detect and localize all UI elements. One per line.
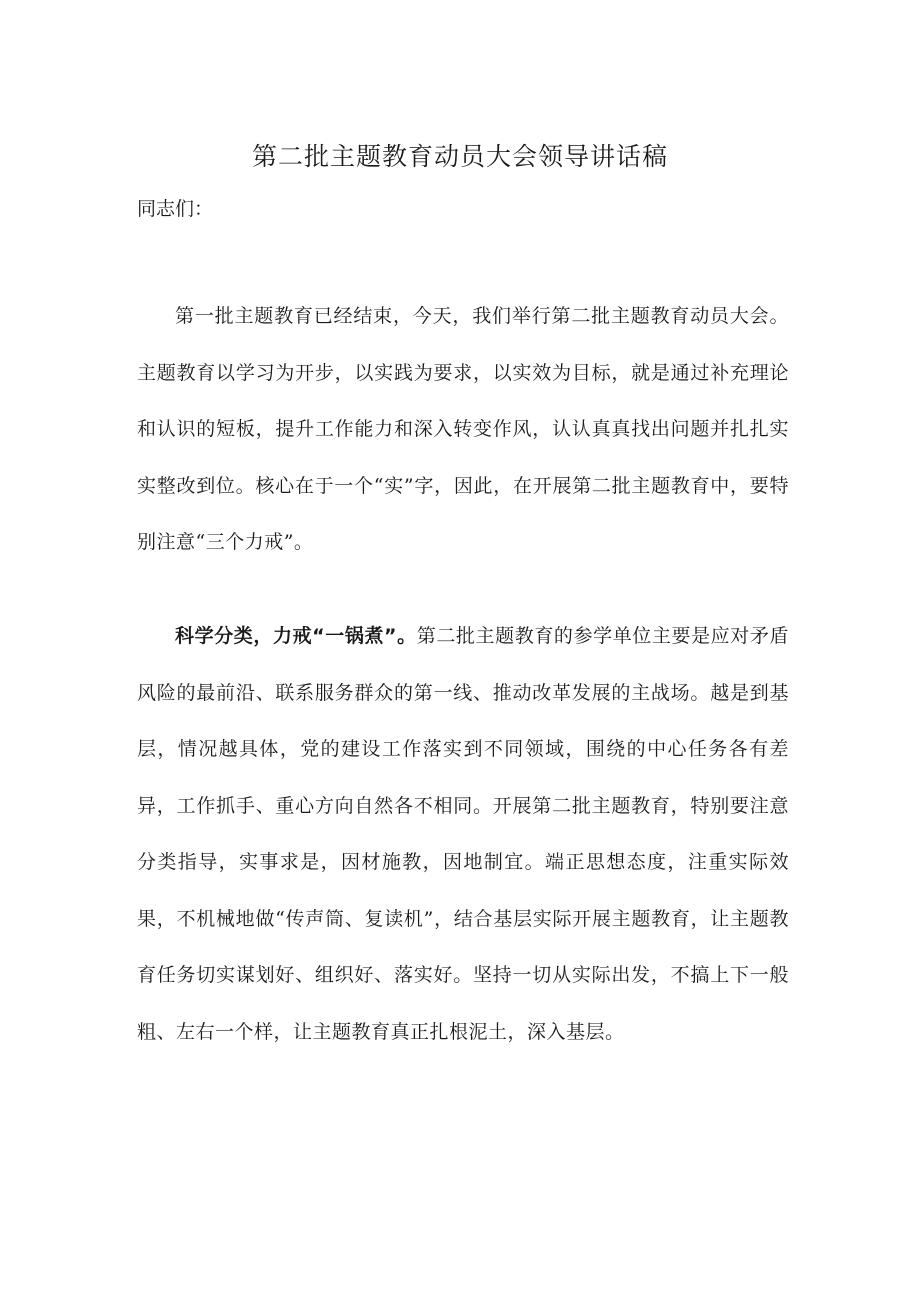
salutation: 同志们：: [137, 198, 214, 220]
paragraph-classification: [137, 608, 789, 1060]
document-title: 第二批主题教育动员大会领导讲话稿: [251, 142, 668, 171]
paragraph-intro: [137, 288, 789, 571]
paragraph-intro-text: 第一批主题教育已经结束，今天，我们举行第二批主题教育动员大会。主题教育以学习为开步，以实践为要求，以实效为目标，就是通过补充理论和认识的短板，提升工作能力和深入转变作风，认认真真找出问题并扎扎实实整改到位。核心在于一个“实”字，因此，在开展第二批主题教育中，要特别注意“三个力戒”。: [137, 305, 789, 553]
paragraph-classification-text: 第二批主题教育的参学单位主要是应对矛盾风险的最前沿、联系服务群众的第一线、推动改革发展的主战场。越是到基层，情况越具体，党的建设工作落实到不同领域，围绕的中心任务各有差异，工作抓手、重心方向自然各不相同。开展第二批主题教育，特别要注意分类指导，实事求是，因材施教，因地制宜。端正思想态度，注重实际效果，不机械地做“传声筒、复读机”，结合基层实际开展主题教育，让主题教育任务切实谋划好、组织好、落实好。坚持一切从实际出发，不搞上下一般粗、左右一个样，让主题教育真正扎根泥土，深入基层。: [137, 625, 789, 1043]
paragraph-classification-heading: 科学分类，力戒“一锅煮”。: [175, 625, 417, 647]
